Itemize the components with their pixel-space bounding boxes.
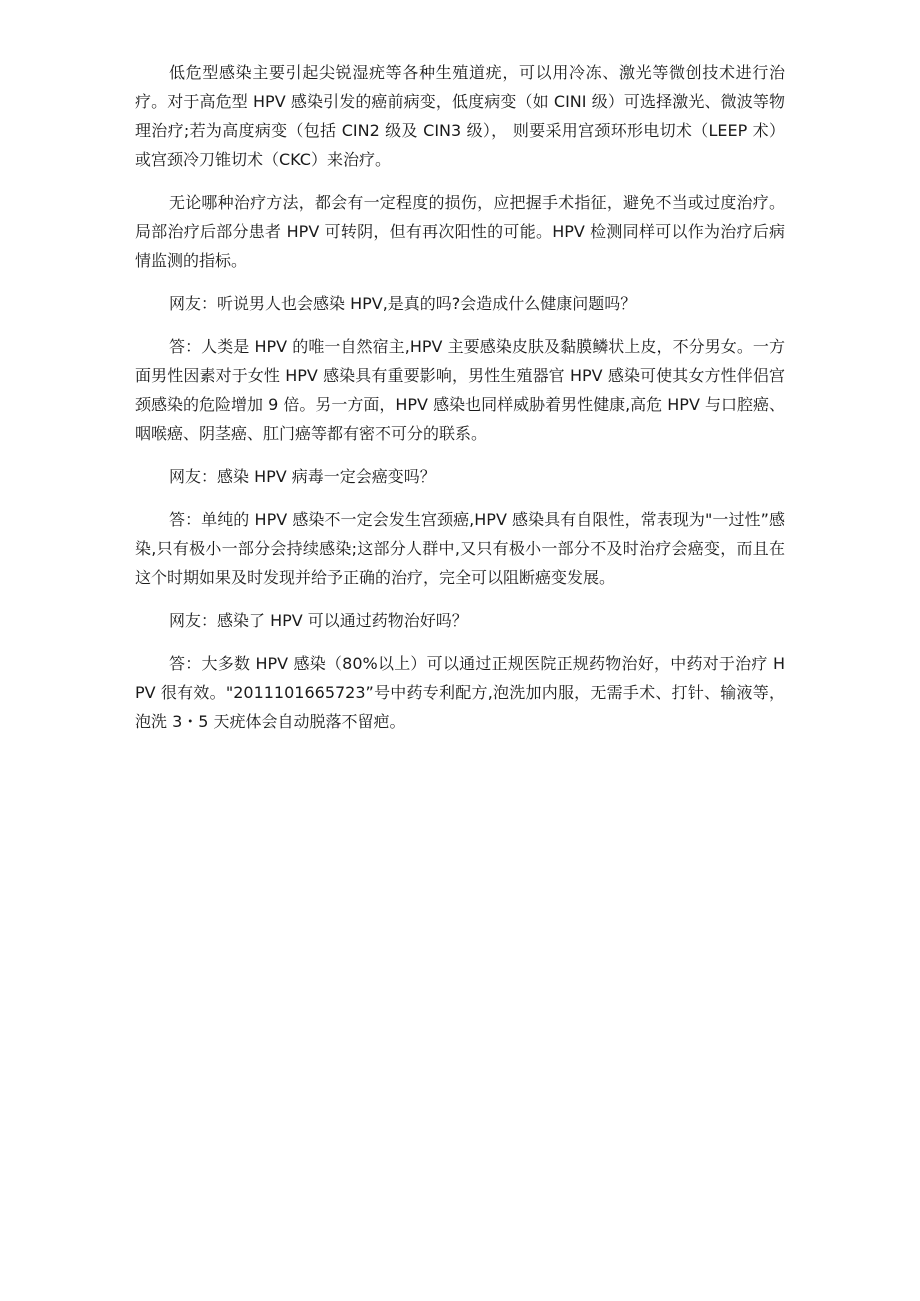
question-hpv-cancer: 网友：感染 HPV 病毒一定会癌变吗？ xyxy=(169,467,436,486)
paragraph-treatment-caution: 无论哪种治疗方法，都会有一定程度的损伤，应把握手术指征，避免不当或过度治疗。局部治疗后部分患者 HPV 可转阴，但有再次阳性的可能。HPV 检测同样可以作为治疗后病情监测的指标。 xyxy=(135,193,785,270)
question-men-hpv: 网友：听说男人也会感染 HPV,是真的吗?会造成什么健康问题吗？ xyxy=(169,294,637,313)
answer-hpv-medicine: 答：大多数 HPV 感染（80%以上）可以通过正规医院正规药物治好，中药对于治疗 HPV 很有效。"2011101665723”号中药专利配方,泡洗加内服，无需手术、打针、输液等，泡洗 3・5 天疣体会自动脱落不留疤。 xyxy=(135,654,785,731)
paragraph-treatment-methods: 低危型感染主要引起尖锐湿疣等各种生殖道疣，可以用冷冻、激光等微创技术进行治疗。对于高危型 HPV 感染引发的癌前病变，低度病变（如 CINI 级）可选择激光、微波等物理治疗;若为高度病变（包括 CIN2 级及 CIN3 级）， 则要采用宫颈环形电切术（LEEP 术）或宫颈冷刀锥切术（CKC）来治疗。 xyxy=(135,63,785,169)
answer-hpv-cancer: 答：单纯的 HPV 感染不一定会发生宫颈癌,HPV 感染具有自限性，常表现为"一过性”感染,只有极小一部分会持续感染;这部分人群中,又只有极小一部分不及时治疗会癌变，而且在这个时期如果及时发现并给予正确的治疗，完全可以阻断癌变发展。 xyxy=(135,510,785,587)
answer-men-hpv: 答：人类是 HPV 的唯一自然宿主,HPV 主要感染皮肤及黏膜鳞状上皮，不分男女。一方面男性因素对于女性 HPV 感染具有重要影响，男性生殖器官 HPV 感染可使其女方性伴侣宫颈感染的危险增加 9 倍。另一方面，HPV 感染也同样威胁着男性健康,高危 HPV 与口腔癌、咽喉癌、阴茎癌、肛门癌等都有密不可分的联系。 xyxy=(135,337,785,443)
question-hpv-medicine: 网友：感染了 HPV 可以通过药物治好吗？ xyxy=(169,611,468,630)
document-body xyxy=(135,58,785,750)
